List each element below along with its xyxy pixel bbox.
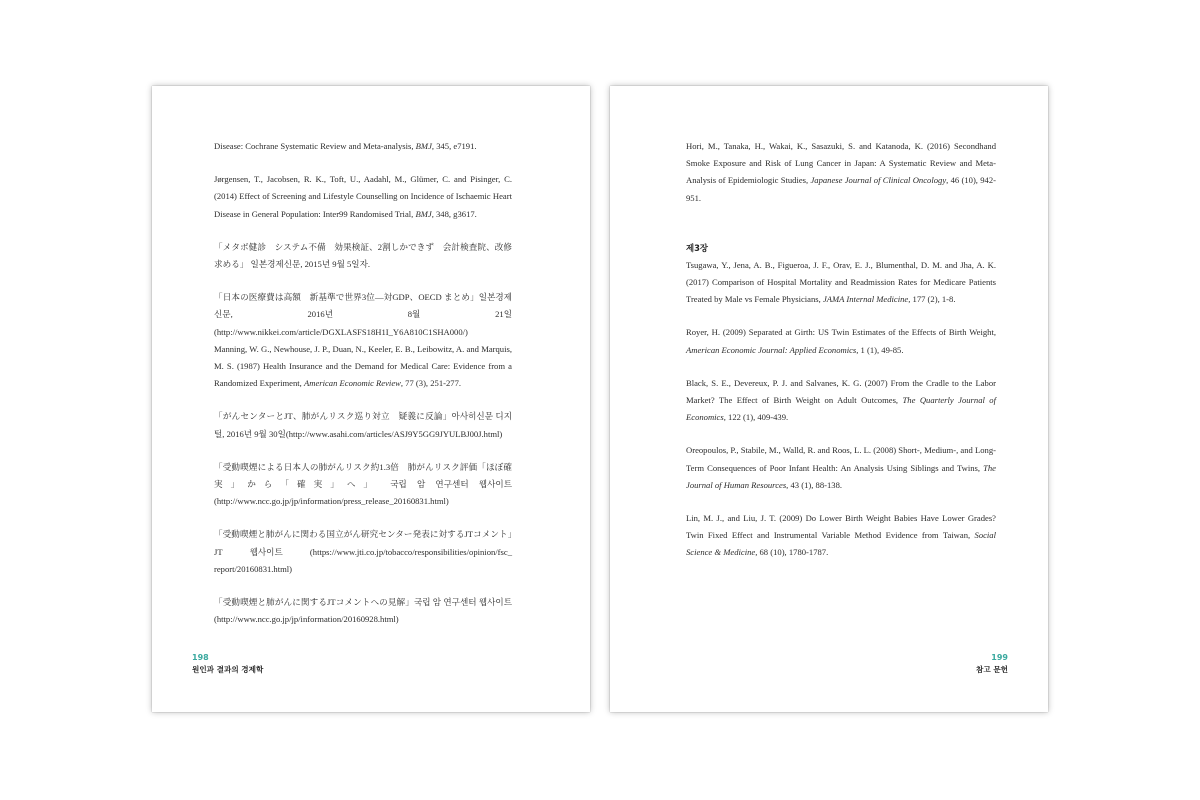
left-page <box>152 86 590 712</box>
reference-entry: Hori, M., Tanaka, H., Wakai, K., Sasazuki, S. and Katanoda, K. (2016) Secondhand Smoke Exposure and Risk of Lung Cancer in Japan: A Systematic Review and Meta-Analysis of Epidemiologic Studies, Japanese Journal of Clinical Oncology, 46 (10), 942-951. <box>686 141 997 203</box>
reference-entry: 「受動喫煙と肺がんに関するJTコメントへの見解」국립 암 연구센터 웹사이트 (http://www.ncc.go.jp/jp/information/20160928.html) <box>214 597 512 625</box>
right-page-references <box>686 138 996 578</box>
reference-entry: 「受動喫煙と肺がんに関わる国立がん研究センター発表に対するJTコメント」JT 웹사이트 (https://www.jti.co.jp/tobacco/responsibilities/opinion/fsc_ report/20160831.html) <box>214 529 512 574</box>
reference-entry: Jørgensen, T., Jacobsen, R. K., Toft, U., Aadahl, M., Glümer, C. and Pisinger, C. (2014) Effect of Screening and Lifestyle Counselling on Incidence of Ischaemic Heart Disease in General Population: Inter99 Randomised Trial, BMJ, 348, g3617. <box>214 174 512 219</box>
reference-entry: 「日本の医療費は高額 新基準で世界3位―対GDP、OECD まとめ」일본경제신문, 2016년 8월 21일(http://www.nikkei.com/article/DGXLASFS18H1I_Y6A810C1SHA000/) <box>214 292 512 337</box>
reference-entry: Disease: Cochrane Systematic Review and Meta-analysis, BMJ, 345, e7191. <box>214 141 477 151</box>
book-title-running-footer: 원인과 결과의 경제학 <box>192 665 264 674</box>
reference-entry: Royer, H. (2009) Separated at Girth: US Twin Estimates of the Effects of Birth Weight, American Economic Journal: Applied Economics, 1 (1), 49-85. <box>686 327 996 355</box>
reference-entry: Manning, W. G., Newhouse, J. P., Duan, N., Keeler, E. B., Leibowitz, A. and Marquis, M. S. (1987) Health Insurance and the Demand for Medical Care: Evidence from a Randomized Experiment, American Economic Review, 77 (3), 251-277. <box>214 343 512 389</box>
left-page-references <box>214 138 512 644</box>
page-number: 199 <box>991 653 1008 662</box>
reference-entry: 「メタボ健診 システム不備 効果検証、2割しかできず 会計検査院、改修求める」 일본경제신문, 2015년 9월 5일자. <box>214 241 512 270</box>
reference-entry: 「がんセンターとJT、肺がんリスク巡り対立 疑義に反論」아사히신문 디지털, 2016년 9월 30일(http://www.asahi.com/articles/ASJ9Y5GG9JYULBJ00J.html) <box>214 411 512 439</box>
chapter-heading: 제3장 <box>686 242 709 253</box>
chapter-title-running-footer: 참고 문헌 <box>976 665 1008 674</box>
page-number: 198 <box>192 653 209 662</box>
reference-entry: Tsugawa, Y., Jena, A. B., Figueroa, J. F., Orav, E. J., Blumenthal, D. M. and Jha, A. K. (2017) Comparison of Hospital Mortality and Readmission Rates for Medicare Patients Treated by Male vs Female Physicians, JAMA Internal Medicine, 177 (2), 1-8. <box>686 259 996 305</box>
left-page-folio <box>192 652 263 676</box>
reference-entry: Lin, M. J., and Liu, J. T. (2009) Do Lower Birth Weight Babies Have Lower Grades? Twin Fixed Effect and Instrumental Variable Method Evidence from Taiwan, Social Science & Medicine, 68 (10), 1780-1787. <box>686 513 996 558</box>
reference-entry: 「受動喫煙による日本人の肺がんリスク約1.3倍 肺がんリスク評価「ほぼ確実」から「確実」へ」 국립 암 연구센터 웹사이트 (http://www.ncc.go.jp/jp/information/press_release_20160831.html) <box>214 461 512 507</box>
right-page <box>610 86 1048 712</box>
right-page-folio <box>976 652 1008 676</box>
reference-entry: Oreopoulos, P., Stabile, M., Walld, R. and Roos, L. L. (2008) Short-, Medium-, and Long-Term Consequences of Poor Infant Health: An Analysis Using Siblings and Twins, The Journal of Human Resources, 43 (1), 88-138. <box>686 445 996 490</box>
reference-entry: Black, S. E., Devereux, P. J. and Salvanes, K. G. (2007) From the Cradle to the Labor Market? The Effect of Birth Weight on Adult Outcomes, The Quarterly Journal of Economics, 122 (1), 409-439. <box>686 377 996 423</box>
